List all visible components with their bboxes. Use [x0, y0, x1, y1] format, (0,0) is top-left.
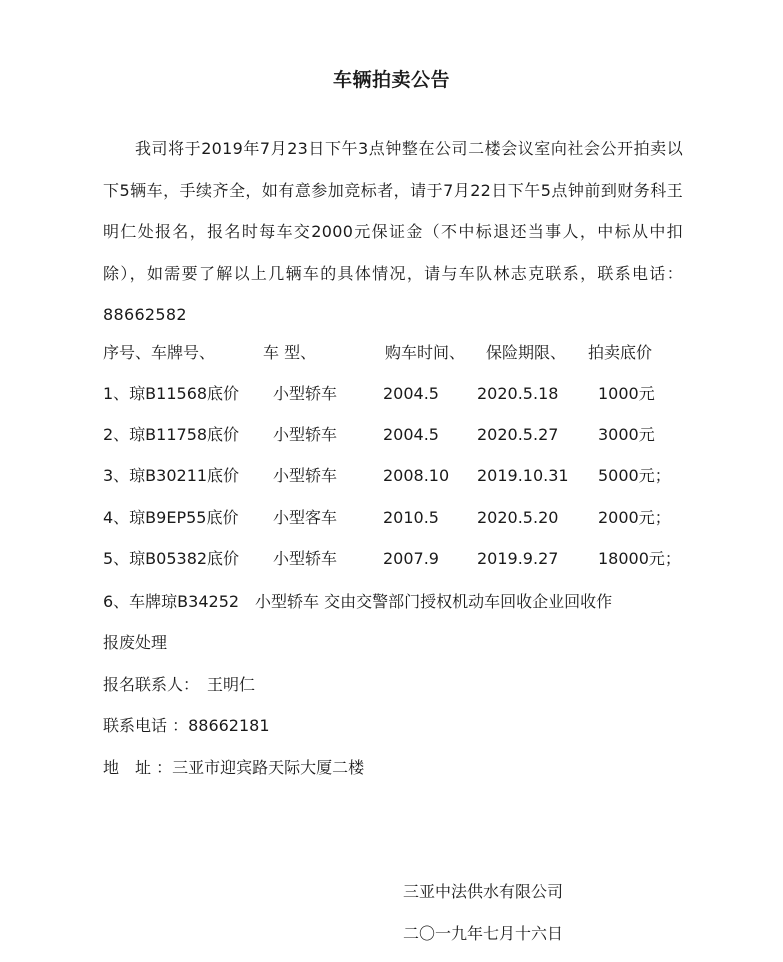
table-row — [103, 461, 703, 491]
header-price: 拍卖底价 — [588, 343, 653, 362]
row-plate: 4、琼B9EP55底价 — [103, 508, 239, 527]
table-row — [103, 544, 703, 574]
address: 地 址 ：三亚市迎宾路天际大厦二楼 — [103, 758, 365, 777]
item-6-line-1: 6、车牌琼B34252 小型轿车 交由交警部门授权机动车回收企业回收作 — [103, 592, 613, 611]
header-plate: 序号、车牌号、 — [103, 343, 216, 362]
intro-paragraph — [103, 128, 683, 336]
row-insurance: 2020.5.27 — [477, 425, 559, 444]
header-insurance: 保险期限、 — [486, 343, 567, 362]
intro-text: 我司将于2019年7月23日下午3点钟整在公司二楼会议室向社会公开拍卖以下5辆车，手续齐全，如有意参加竞标者，请于7月22日下午5点钟前到财务科王明仁处报名，报名时每车交2000元保证金（不中标退还当事人，中标从中扣除），如需要了解以上几辆车的具体情况，请与车队林志克联系，联系电话：88662582 — [103, 139, 683, 324]
row-insurance: 2019.10.31 — [477, 466, 569, 485]
header-type: 车 型、 — [263, 343, 317, 362]
item-6-line-2: 报废处理 — [103, 633, 168, 652]
row-price: 1000元 — [598, 384, 655, 403]
contact-person: 报名联系人： 王明仁 — [103, 675, 256, 694]
row-purchase-date: 2004.5 — [383, 384, 439, 403]
signature-company: 三亚中法供水有限公司 — [403, 882, 564, 901]
row-price: 18000元； — [598, 549, 681, 568]
row-plate: 1、琼B11568底价 — [103, 384, 240, 403]
contact-phone: 联系电话 ：88662181 — [103, 716, 270, 735]
row-type: 小型轿车 — [273, 425, 338, 444]
row-type: 小型轿车 — [273, 549, 338, 568]
row-plate: 2、琼B11758底价 — [103, 425, 240, 444]
signature-date: 二〇一九年七月十六日 — [403, 924, 564, 943]
row-price: 2000元； — [598, 508, 671, 527]
row-plate: 5、琼B05382底价 — [103, 549, 240, 568]
table-header — [103, 338, 703, 368]
row-price: 3000元 — [598, 425, 655, 444]
document-title: 车辆拍卖公告 — [332, 69, 450, 91]
row-insurance: 2020.5.20 — [477, 508, 559, 527]
row-type: 小型轿车 — [273, 384, 338, 403]
row-type: 小型客车 — [273, 508, 338, 527]
row-purchase-date: 2008.10 — [383, 466, 450, 485]
table-row — [103, 379, 703, 409]
row-plate: 3、琼B30211底价 — [103, 466, 240, 485]
row-price: 5000元； — [598, 466, 671, 485]
row-purchase-date: 2010.5 — [383, 508, 439, 527]
row-type: 小型轿车 — [273, 466, 338, 485]
row-insurance: 2019.9.27 — [477, 549, 559, 568]
row-purchase-date: 2007.9 — [383, 549, 439, 568]
row-purchase-date: 2004.5 — [383, 425, 439, 444]
header-purchase-date: 购车时间、 — [385, 343, 466, 362]
table-row — [103, 420, 703, 450]
row-insurance: 2020.5.18 — [477, 384, 559, 403]
table-row — [103, 503, 703, 533]
